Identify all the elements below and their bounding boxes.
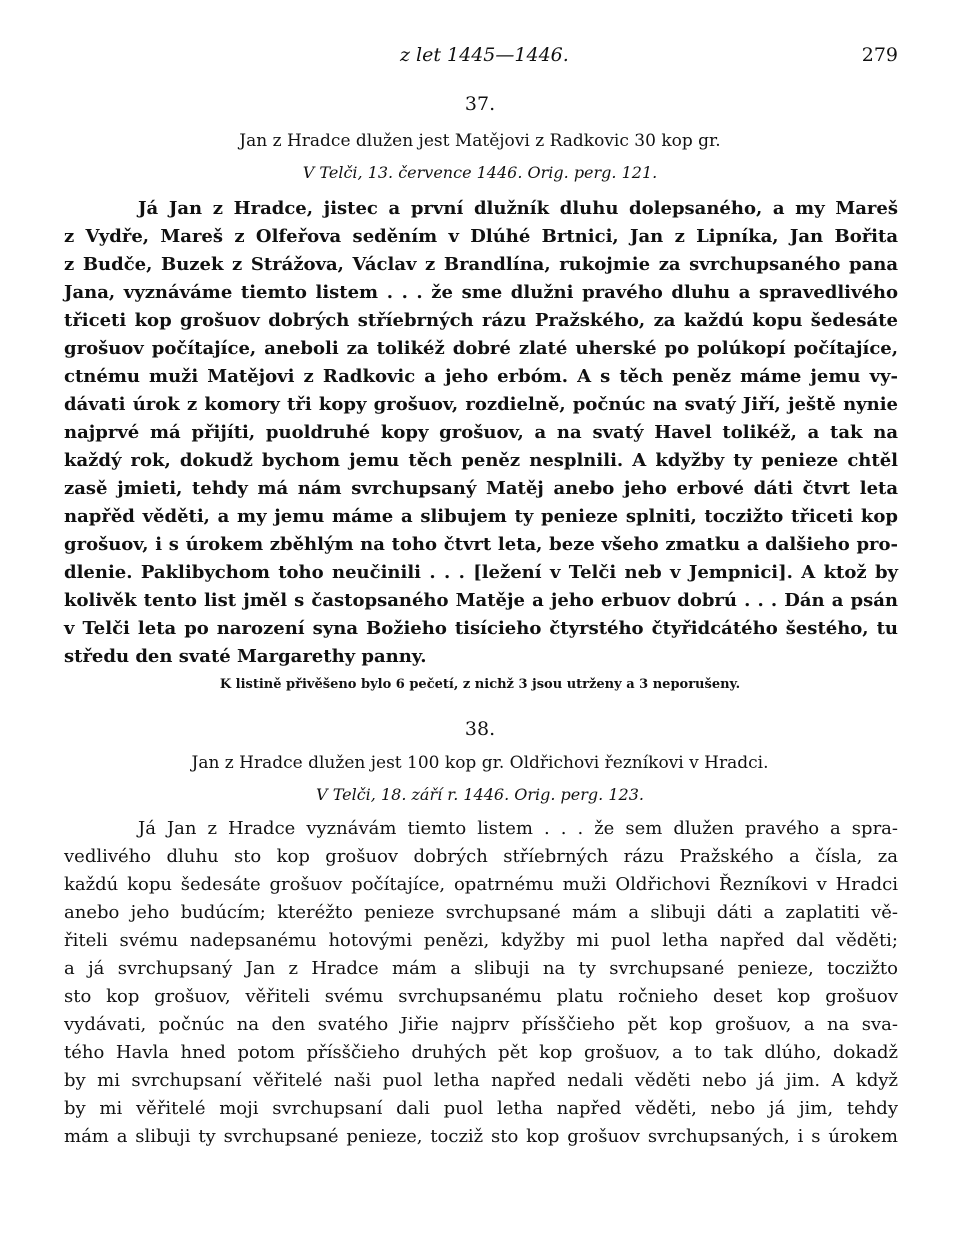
text-line: z Budče, Buzek z Strážova, Václav z Brandlína, rukojmie za svrchupsaného pana bbox=[64, 254, 898, 275]
document-dating: V Telči, 13. července 1446. Orig. perg. 121. bbox=[302, 163, 658, 182]
text-line: ctnému muži Matějovi z Radkovic a jeho erbóm. A s těch peněz máme jemu vy- bbox=[64, 366, 898, 387]
text-line: by mi věřitelé moji svrchupsaní dali puol letha napřed věděti, nebo já jim, tehdy bbox=[64, 1098, 898, 1119]
text-line: dlenie. Paklibychom toho neučinili . . . [ležení v Telči neb v Jempnici]. A ktož by bbox=[64, 562, 898, 583]
document-title: Jan z Hradce dlužen jest 100 kop gr. Oldřichovi řezníkovi v Hradci. bbox=[191, 753, 769, 773]
text-line: vedlivého dluhu sto kop grošuov dobrých stříebrných rázu Pražského a čísla, za bbox=[64, 846, 898, 867]
page-number: 279 bbox=[861, 44, 898, 66]
text-line: třiceti kop grošuov dobrých stříebrných rázu Pražského, za každú kopu šedesáte bbox=[64, 310, 898, 331]
text-line: Já Jan z Hradce, jistec a první dlužník dluhu dolepsaného, a my Mareš bbox=[138, 198, 898, 219]
text-line: grošuov, i s úrokem zběhlým na toho čtvrt leta, beze všeho zmatku a dalšieho pro- bbox=[64, 534, 898, 555]
document-number: 38. bbox=[464, 718, 496, 740]
text-line: dávati úrok z komory tři kopy grošuov, rozdielně, počnúc na svatý Jiří, ještě nynie bbox=[64, 394, 898, 415]
text-line: anebo jeho budúcím; kteréžto penieze svrchupsané mám a slibuji dáti a zaplatiti vě- bbox=[64, 902, 898, 923]
text-line: v Telči leta po narození syna Božieho tisícieho čtyrstého čtyřidcátého šestého, tu bbox=[64, 618, 898, 639]
text-line: najprvé má přijíti, puoldruhé kopy grošuov, a na svatý Havel tolikéž, a tak na bbox=[64, 422, 898, 443]
text-line: Jana, vyznáváme tiemto listem . . . že sme dlužni pravého dluhu a spravedlivého bbox=[64, 282, 898, 303]
seal-note: K listině přivěšeno bylo 6 pečetí, z nichž 3 jsou utrženy a 3 neporušeny. bbox=[219, 677, 741, 692]
document-dating: V Telči, 18. září r. 1446. Orig. perg. 123. bbox=[316, 785, 644, 804]
document-title: Jan z Hradce dlužen jest Matějovi z Radkovic 30 kop gr. bbox=[239, 131, 721, 151]
text-line: sto kop grošuov, věřiteli svému svrchupsanému platu ročnieho deset kop grošuov bbox=[64, 986, 898, 1007]
text-line: by mi svrchupsaní věřitelé naši puol letha napřed nedali věděti nebo já jim. A když bbox=[64, 1070, 898, 1091]
text-line: každý rok, dokudž bychom jemu těch peněz nesplnili. A kdyžby ty penieze chtěl bbox=[64, 450, 898, 471]
text-line: každú kopu šedesáte grošuov počítajíce, opatrnému muži Oldřichovi Řezníkovi v Hradci bbox=[64, 874, 898, 895]
text-line: kolivěk tento list jměl s častopsaného Matěje a jeho erbuov dobrú . . . Dán a psán bbox=[64, 590, 898, 611]
text-line: vydávati, počnúc na den svatého Jiřie najprv přísščieho pět kop grošuov, a na sva- bbox=[64, 1014, 898, 1035]
text-line: středu den svaté Margarethy panny. bbox=[64, 646, 427, 667]
text-line: mám a slibuji ty svrchupsané penieze, tocziž sto kop grošuov svrchupsaných, i s úrokem bbox=[64, 1126, 898, 1147]
text-line: grošuov počítajíce, aneboli za tolikéž dobré zlaté uherské po polúkopí počítajíce, bbox=[64, 338, 898, 359]
text-line: napřěd věděti, a my jemu máme a slibujem ty penieze splniti, toczižto třiceti kop bbox=[64, 506, 898, 527]
text-line: z Vydře, Mareš z Olfeřova seděním v Dlúhé Brtnici, Jan z Lipníka, Jan Bořita bbox=[64, 226, 898, 247]
document-number: 37. bbox=[464, 93, 496, 115]
text-line: Já Jan z Hradce vyznávám tiemto listem . . . že sem dlužen pravého a spra- bbox=[138, 818, 898, 839]
text-line: a já svrchupsaný Jan z Hradce mám a slibuji na ty svrchupsané penieze, toczižto bbox=[64, 958, 898, 979]
text-line: tého Havla hned potom přísščieho druhých pět kop grošuov, a to tak dlúho, dokadž bbox=[64, 1042, 898, 1063]
text-line: řiteli svému nadepsanému hotovými penězi, kdyžby mi puol letha napřed dal věděti; bbox=[64, 930, 898, 951]
running-head: z let 1445—1446. bbox=[400, 44, 569, 66]
text-line: zasě jmieti, tehdy má nám svrchupsaný Matěj anebo jeho erbové dáti čtvrt leta bbox=[64, 478, 898, 499]
